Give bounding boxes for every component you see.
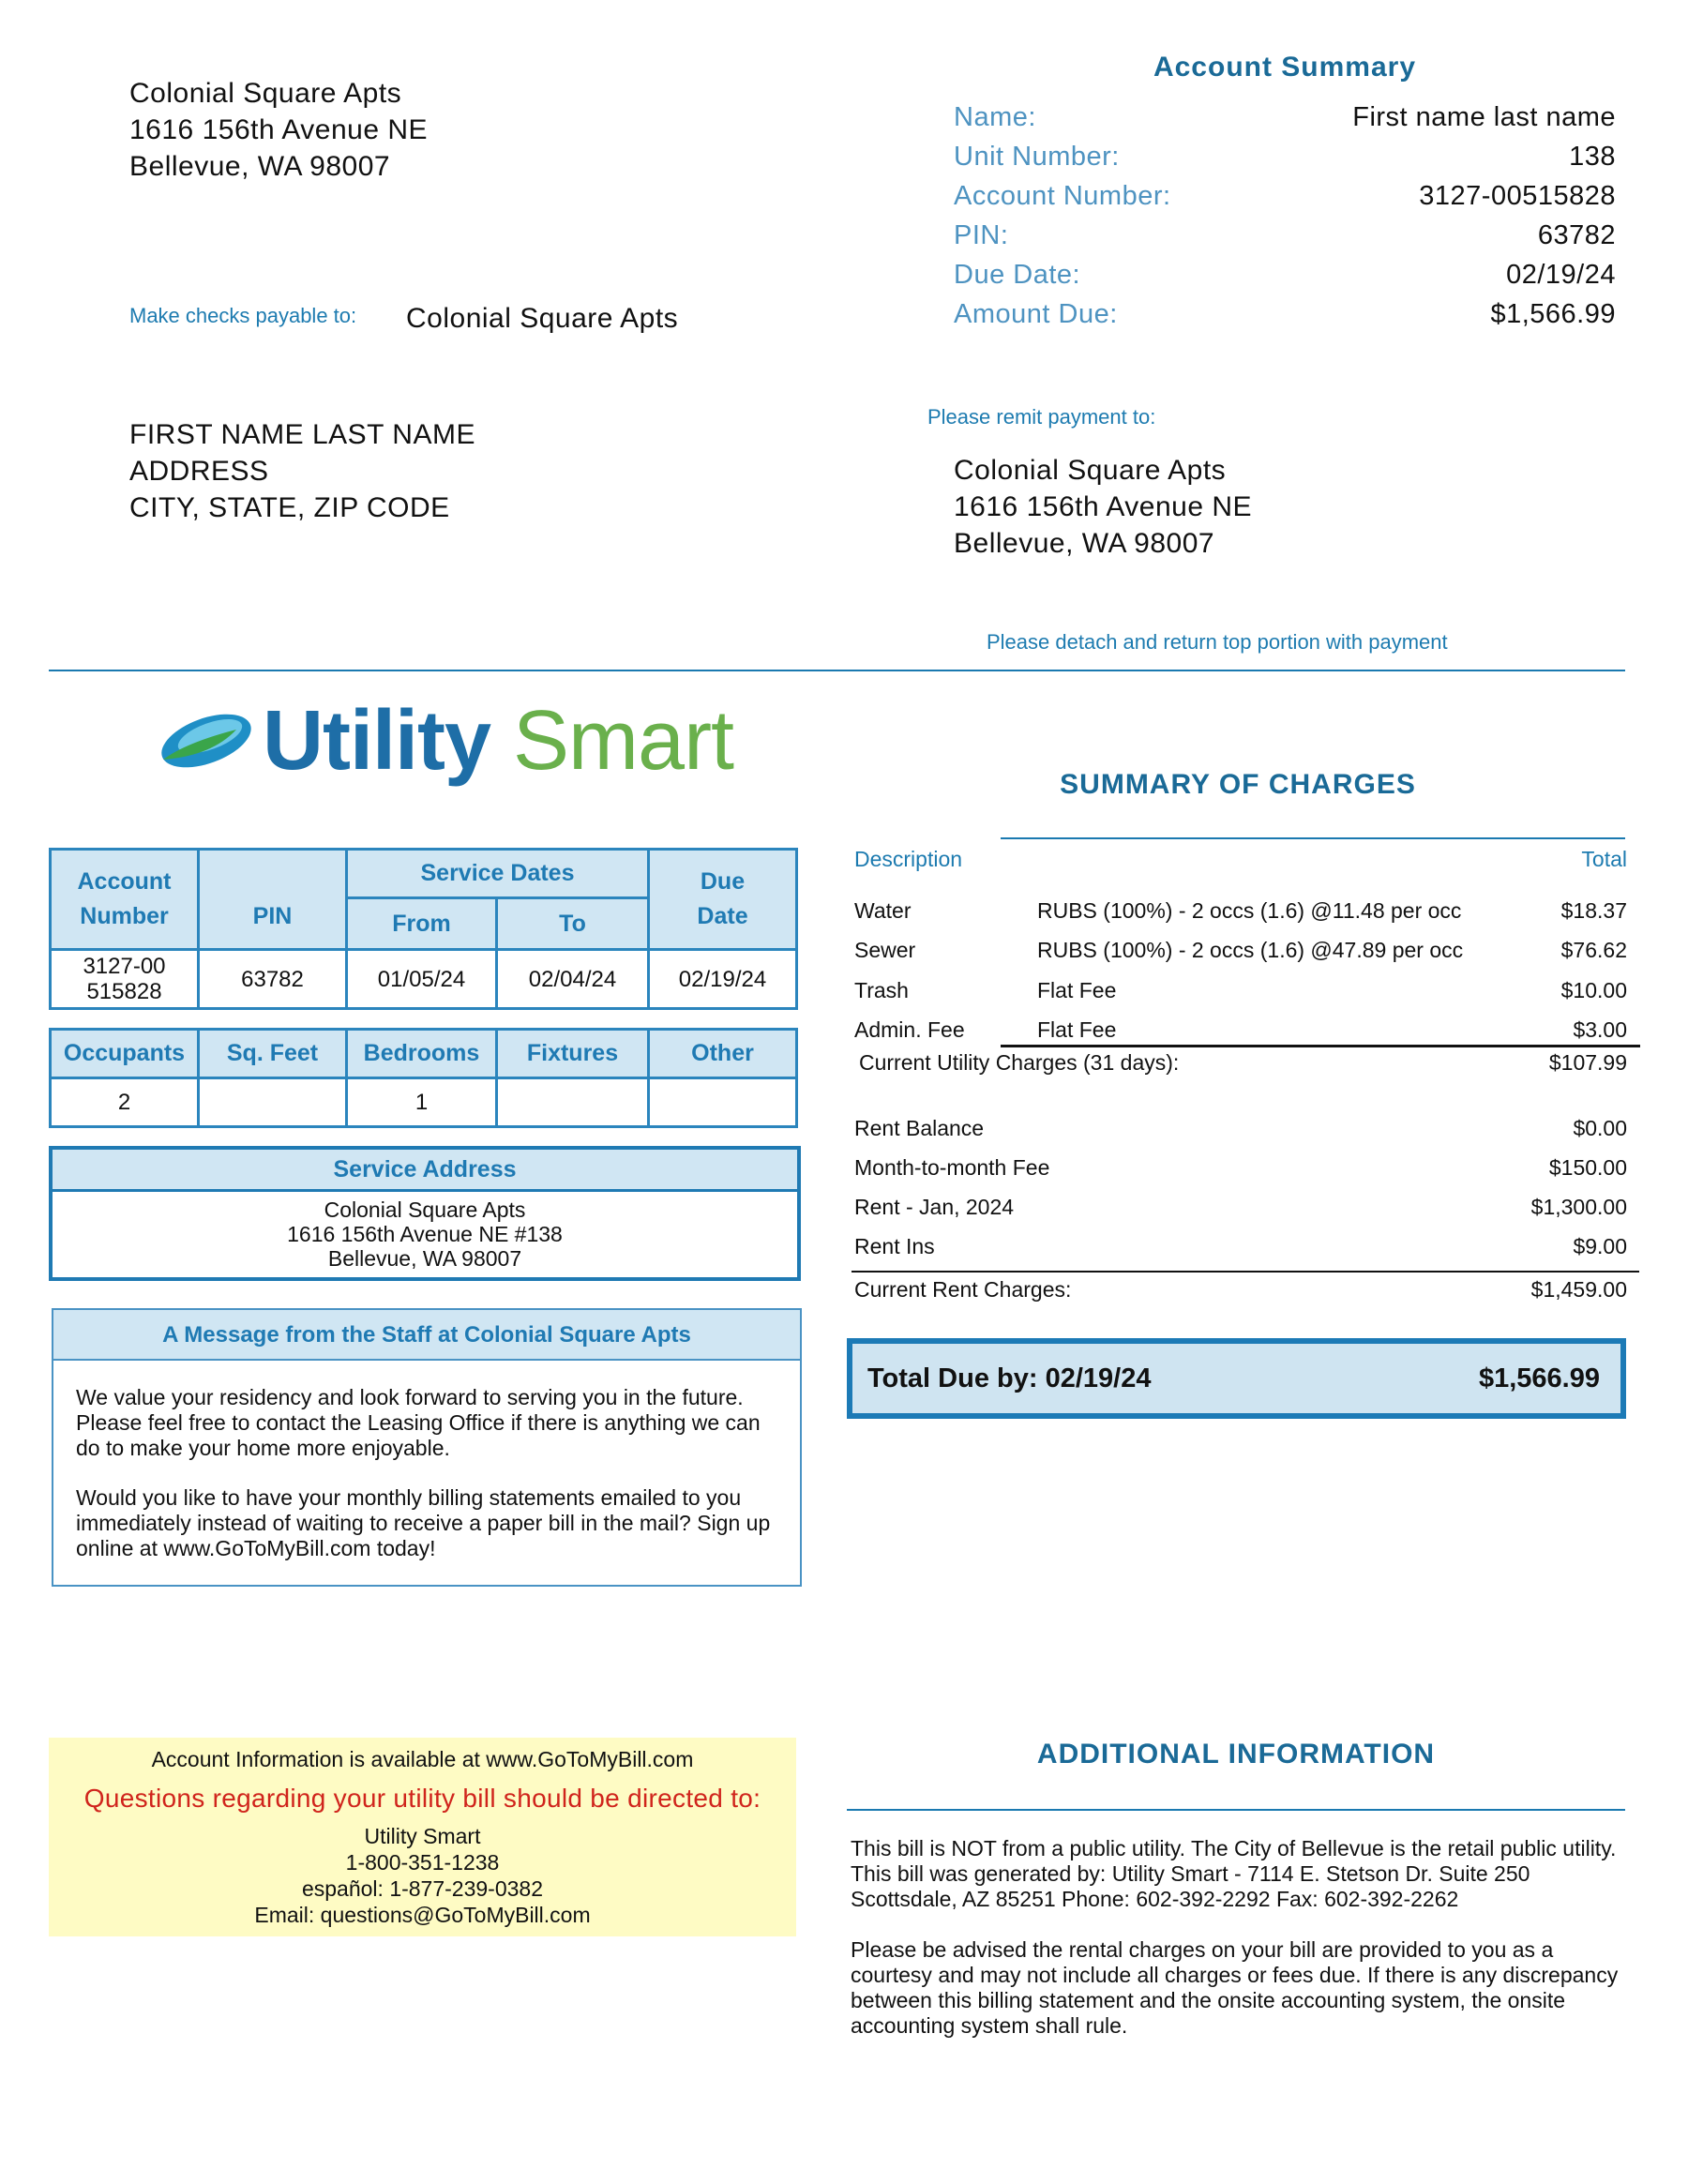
- value-other: [647, 1077, 798, 1128]
- logo-word-utility: Utility: [263, 694, 491, 788]
- summary-row-unit: [954, 142, 1616, 181]
- charge-row-sewer: [854, 938, 1627, 973]
- account-summary-title: Account Summary: [1153, 52, 1417, 83]
- value-account-number: 3127-00515828: [49, 948, 200, 1010]
- charge-name: Water: [854, 898, 912, 923]
- charge-detail: RUBS (100%) - 2 occs (1.6) @11.48 per occ: [1037, 898, 1462, 923]
- service-address-line: Bellevue, WA 98007: [327, 1246, 522, 1271]
- col-total: Total: [1581, 847, 1627, 871]
- staff-message-para: We value your residency and look forward to serving you in the future. Please feel free to contact the Leasing Office if there is anything we can do to make your home more enjoyable.: [76, 1385, 761, 1460]
- total-due-box: [847, 1338, 1626, 1419]
- contact-email: Email: questions@GoToMyBill.com: [254, 1903, 591, 1927]
- charge-row-admin-fee: [854, 1017, 1627, 1053]
- checks-payable-label: Make checks payable to:: [129, 304, 357, 327]
- summary-row-name: [954, 102, 1616, 142]
- value-to: 02/04/24: [495, 948, 650, 1010]
- additional-info-para: Please be advised the rental charges on your bill are provided to you as a courtesy and may not include all charges or fees due. If there is any discrepancy between this billing statement and the onsite accounting system, the onsite accounting system shall rule.: [851, 1937, 1619, 2038]
- charge-name: Rent Ins: [854, 1234, 935, 1258]
- value-fixtures: [495, 1077, 650, 1128]
- value-bedrooms: 1: [345, 1077, 498, 1128]
- utility-subtotal-label: Current Utility Charges (31 days):: [859, 1050, 1180, 1075]
- service-address-line: Colonial Square Apts: [324, 1197, 526, 1222]
- recipient-address: [129, 416, 475, 526]
- remit-address-line: Bellevue, WA 98007: [954, 528, 1215, 559]
- contact-phone: 1-800-351-1238: [345, 1850, 500, 1875]
- charge-amount: $1,300.00: [1530, 1195, 1627, 1219]
- service-address-box: [49, 1146, 801, 1281]
- value-occupants: 2: [49, 1077, 200, 1128]
- utility-subtotal-rule: [1001, 1045, 1640, 1047]
- summary-row-account: [954, 181, 1616, 220]
- remit-label: Please remit payment to:: [927, 405, 1156, 429]
- total-due-amount: $1,566.99: [1478, 1363, 1600, 1393]
- summary-label: Unit Number:: [954, 142, 1120, 172]
- service-address-line: 1616 156th Avenue NE #138: [287, 1222, 563, 1246]
- header-fixtures: Fixtures: [495, 1028, 650, 1079]
- charge-name: Trash: [854, 978, 909, 1002]
- service-address-lines: [53, 1192, 797, 1271]
- header-service-dates: Service Dates: [345, 848, 650, 899]
- charge-amount: $76.62: [1560, 938, 1627, 962]
- charge-detail: Flat Fee: [1037, 1017, 1117, 1042]
- value-sq-feet: [197, 1077, 348, 1128]
- summary-row-due-date: [954, 260, 1616, 299]
- summary-row-amount-due: [954, 299, 1616, 339]
- charge-name: Sewer: [854, 938, 916, 962]
- contact-box: [49, 1738, 796, 1936]
- charges-title-rule: [1001, 837, 1625, 839]
- charge-row-month-to-month: [854, 1155, 1627, 1191]
- summary-label: Account Number:: [954, 181, 1171, 211]
- remit-address-line: 1616 156th Avenue NE: [954, 491, 1253, 522]
- rent-subtotal-label: Current Rent Charges:: [854, 1277, 1072, 1302]
- charge-row-trash: [854, 978, 1627, 1014]
- header-pin: PIN: [197, 848, 348, 951]
- contact-questions: Questions regarding your utility bill should be directed to:: [83, 1784, 761, 1813]
- charge-row-water: [854, 898, 1627, 934]
- staff-message-para: Would you like to have your monthly billing statements emailed to you immediately instead of waiting to receive a paper bill in the mail? Sign up online at www.GoToMyBill.com today!: [76, 1485, 771, 1560]
- charge-amount: $10.00: [1560, 978, 1627, 1002]
- header-from: From: [345, 896, 498, 951]
- value-due-date: 02/19/24: [647, 948, 798, 1010]
- additional-info-rule: [847, 1809, 1625, 1811]
- charge-detail: Flat Fee: [1037, 978, 1117, 1002]
- staff-message-title: A Message from the Staff at Colonial Square Apts: [53, 1310, 800, 1361]
- charge-amount: $0.00: [1573, 1116, 1627, 1140]
- recipient-address-line: FIRST NAME LAST NAME: [129, 419, 475, 450]
- charge-detail: RUBS (100%) - 2 occs (1.6) @47.89 per occ: [1037, 938, 1464, 962]
- summary-label: Due Date:: [954, 260, 1081, 290]
- summary-value: First name last name: [1352, 102, 1616, 132]
- sender-address-line: Bellevue, WA 98007: [129, 151, 391, 182]
- header-account-number: Account Number: [49, 848, 200, 951]
- service-address-title: Service Address: [53, 1150, 797, 1192]
- charge-amount: $150.00: [1548, 1155, 1627, 1180]
- sender-address-line: Colonial Square Apts: [129, 78, 402, 109]
- additional-info-para: This bill is NOT from a public utility. The City of Bellevue is the retail public utility. This bill was generated by: Utility Smart - 7114 E. Stetson Dr. Suite 250 Scottsdale, AZ 85251 Phone: 602-392-2292 Fax: 602-392-2262: [851, 1836, 1617, 1911]
- summary-value: $1,566.99: [1490, 299, 1616, 329]
- staff-message-box: [52, 1308, 802, 1587]
- summary-label: Name:: [954, 102, 1036, 132]
- charge-row-rent: [854, 1195, 1627, 1230]
- charge-name: Rent - Jan, 2024: [854, 1195, 1015, 1219]
- rent-subtotal-row: [854, 1277, 1627, 1313]
- additional-info-body: [851, 1836, 1625, 2039]
- col-description: Description: [854, 847, 963, 871]
- summary-label: PIN:: [954, 220, 1009, 250]
- utility-subtotal-amount: $107.99: [1548, 1050, 1627, 1075]
- contact-company: Utility Smart: [364, 1824, 481, 1848]
- charge-name: Month-to-month Fee: [854, 1155, 1050, 1180]
- detach-line: [49, 670, 1625, 671]
- contact-details: [49, 1823, 796, 1928]
- summary-of-charges-title: SUMMARY OF CHARGES: [1060, 769, 1416, 800]
- summary-row-pin: [954, 220, 1616, 260]
- summary-value: 138: [1569, 142, 1616, 172]
- recipient-address-line: ADDRESS: [129, 456, 269, 487]
- remit-address: [954, 452, 1252, 562]
- detach-note: Please detach and return top portion with payment: [987, 630, 1448, 654]
- header-other: Other: [647, 1028, 798, 1079]
- staff-message-body: [53, 1361, 800, 1561]
- value-from: 01/05/24: [345, 948, 498, 1010]
- total-due-label: Total Due by: 02/19/24: [867, 1363, 1152, 1393]
- checks-payee: Colonial Square Apts: [406, 303, 679, 334]
- charge-row-rent-ins: [854, 1234, 1627, 1270]
- charge-row-rent-balance: [854, 1116, 1627, 1152]
- value-pin: 63782: [197, 948, 348, 1010]
- utility-subtotal-row: [859, 1050, 1627, 1086]
- header-occupants: Occupants: [49, 1028, 200, 1079]
- header-due-date: Due Date: [647, 848, 798, 951]
- summary-value: 3127-00515828: [1419, 181, 1616, 211]
- header-bedrooms: Bedrooms: [345, 1028, 498, 1079]
- logo-word-smart: Smart: [513, 694, 734, 788]
- utility-smart-logo: [263, 694, 733, 788]
- charge-name: Admin. Fee: [854, 1017, 965, 1042]
- sender-address-line: 1616 156th Avenue NE: [129, 114, 429, 145]
- header-sq-feet: Sq. Feet: [197, 1028, 348, 1079]
- rent-subtotal-amount: $1,459.00: [1530, 1277, 1627, 1302]
- recipient-address-line: CITY, STATE, ZIP CODE: [129, 492, 450, 523]
- contact-info-line: Account Information is available at www.GoToMyBill.com: [151, 1747, 694, 1771]
- rent-subtotal-rule: [852, 1271, 1639, 1273]
- charge-amount: $3.00: [1573, 1017, 1627, 1042]
- charge-amount: $9.00: [1573, 1234, 1627, 1258]
- additional-info-title: ADDITIONAL INFORMATION: [1036, 1739, 1436, 1770]
- charge-amount: $18.37: [1560, 898, 1627, 923]
- utility-smart-logo-icon: [158, 705, 257, 776]
- charge-name: Rent Balance: [854, 1116, 985, 1140]
- summary-value: 63782: [1537, 220, 1616, 250]
- summary-value: 02/19/24: [1506, 260, 1616, 290]
- sender-address: [129, 75, 428, 185]
- contact-spanish-phone: español: 1-877-239-0382: [301, 1876, 544, 1901]
- summary-label: Amount Due:: [954, 299, 1118, 329]
- header-to: To: [495, 896, 650, 951]
- remit-address-line: Colonial Square Apts: [954, 455, 1227, 486]
